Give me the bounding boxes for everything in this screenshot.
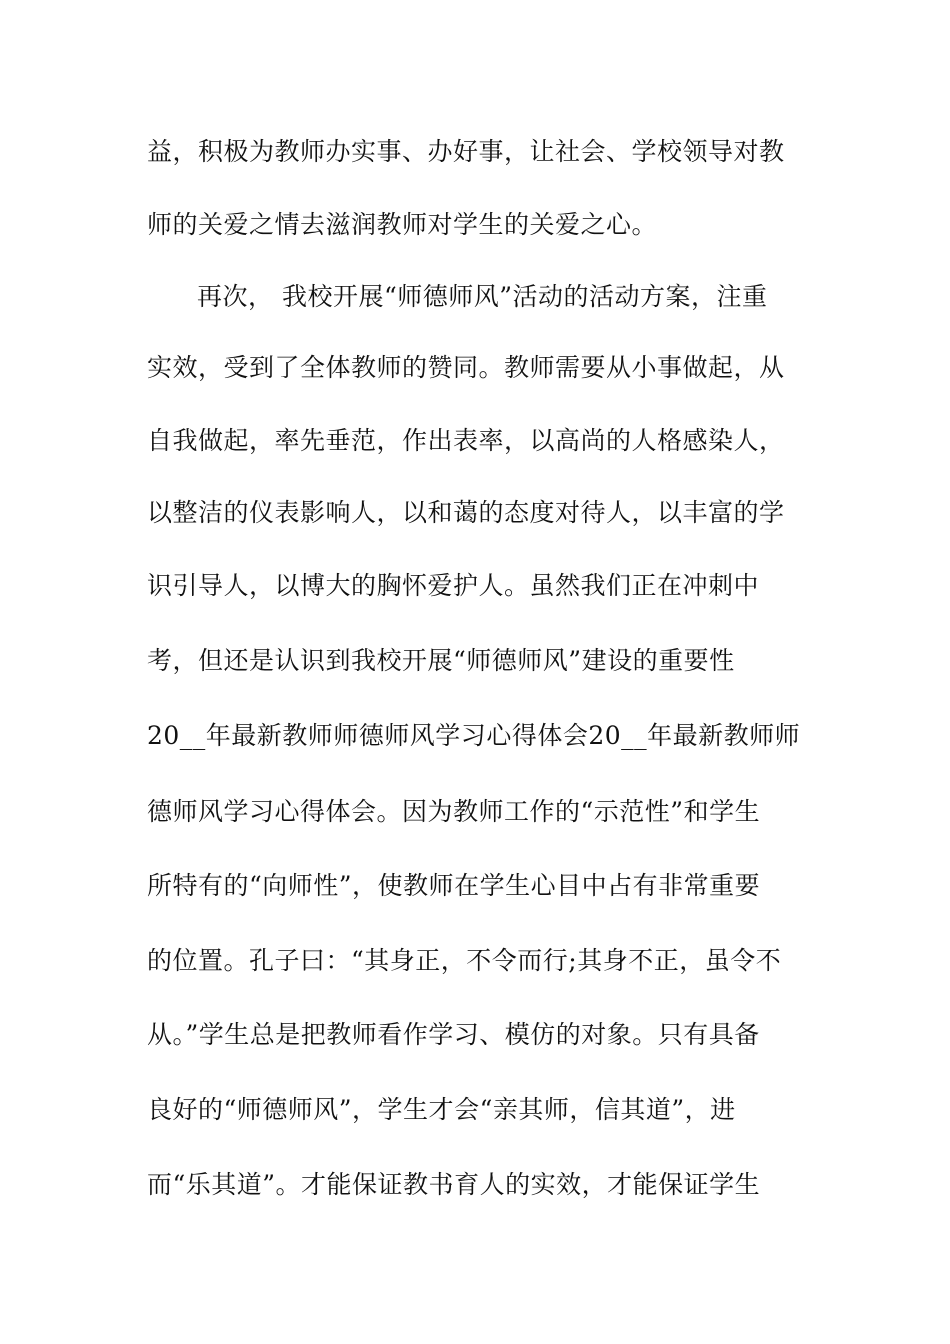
text-line: 再次， 我校开展“师德师风”活动的活动方案，注重 <box>197 282 768 311</box>
text-line: 20__年最新教师师德师风学习心得体会20__年最新教师师 <box>147 721 801 750</box>
text-line: 自我做起，率先垂范，作出表率，以高尚的人格感染人， <box>147 426 785 455</box>
text-line: 师的关爱之情去滋润教师对学生的关爱之心。 <box>147 210 658 239</box>
text-line: 所特有的“向师性”，使教师在学生心目中占有非常重要 <box>147 871 761 900</box>
text-line: 识引导人，以博大的胸怀爱护人。虽然我们正在冲刺中 <box>147 571 760 600</box>
text-line: 德师风学习心得体会。因为教师工作的“示范性”和学生 <box>147 797 761 826</box>
text-line: 益，积极为教师办实事、办好事，让社会、学校领导对教 <box>147 137 785 166</box>
text-line: 良好的“师德师风”，学生才会“亲其师，信其道”，进 <box>147 1095 736 1124</box>
text-line: 考，但还是认识到我校开展“师德师风”建设的重要性 <box>147 646 735 675</box>
text-line: 的位置。孔子曰：“其身正，不令而行;其身不正，虽令不 <box>147 946 782 975</box>
text-line: 实效，受到了全体教师的赞同。教师需要从小事做起，从 <box>147 353 785 382</box>
text-line: 从。”学生总是把教师看作学习、模仿的对象。只有具备 <box>147 1020 760 1049</box>
text-line: 而“乐其道”。才能保证教书育人的实效，才能保证学生 <box>147 1170 761 1199</box>
text-line: 以整洁的仪表影响人，以和蔼的态度对待人，以丰富的学 <box>147 498 785 527</box>
